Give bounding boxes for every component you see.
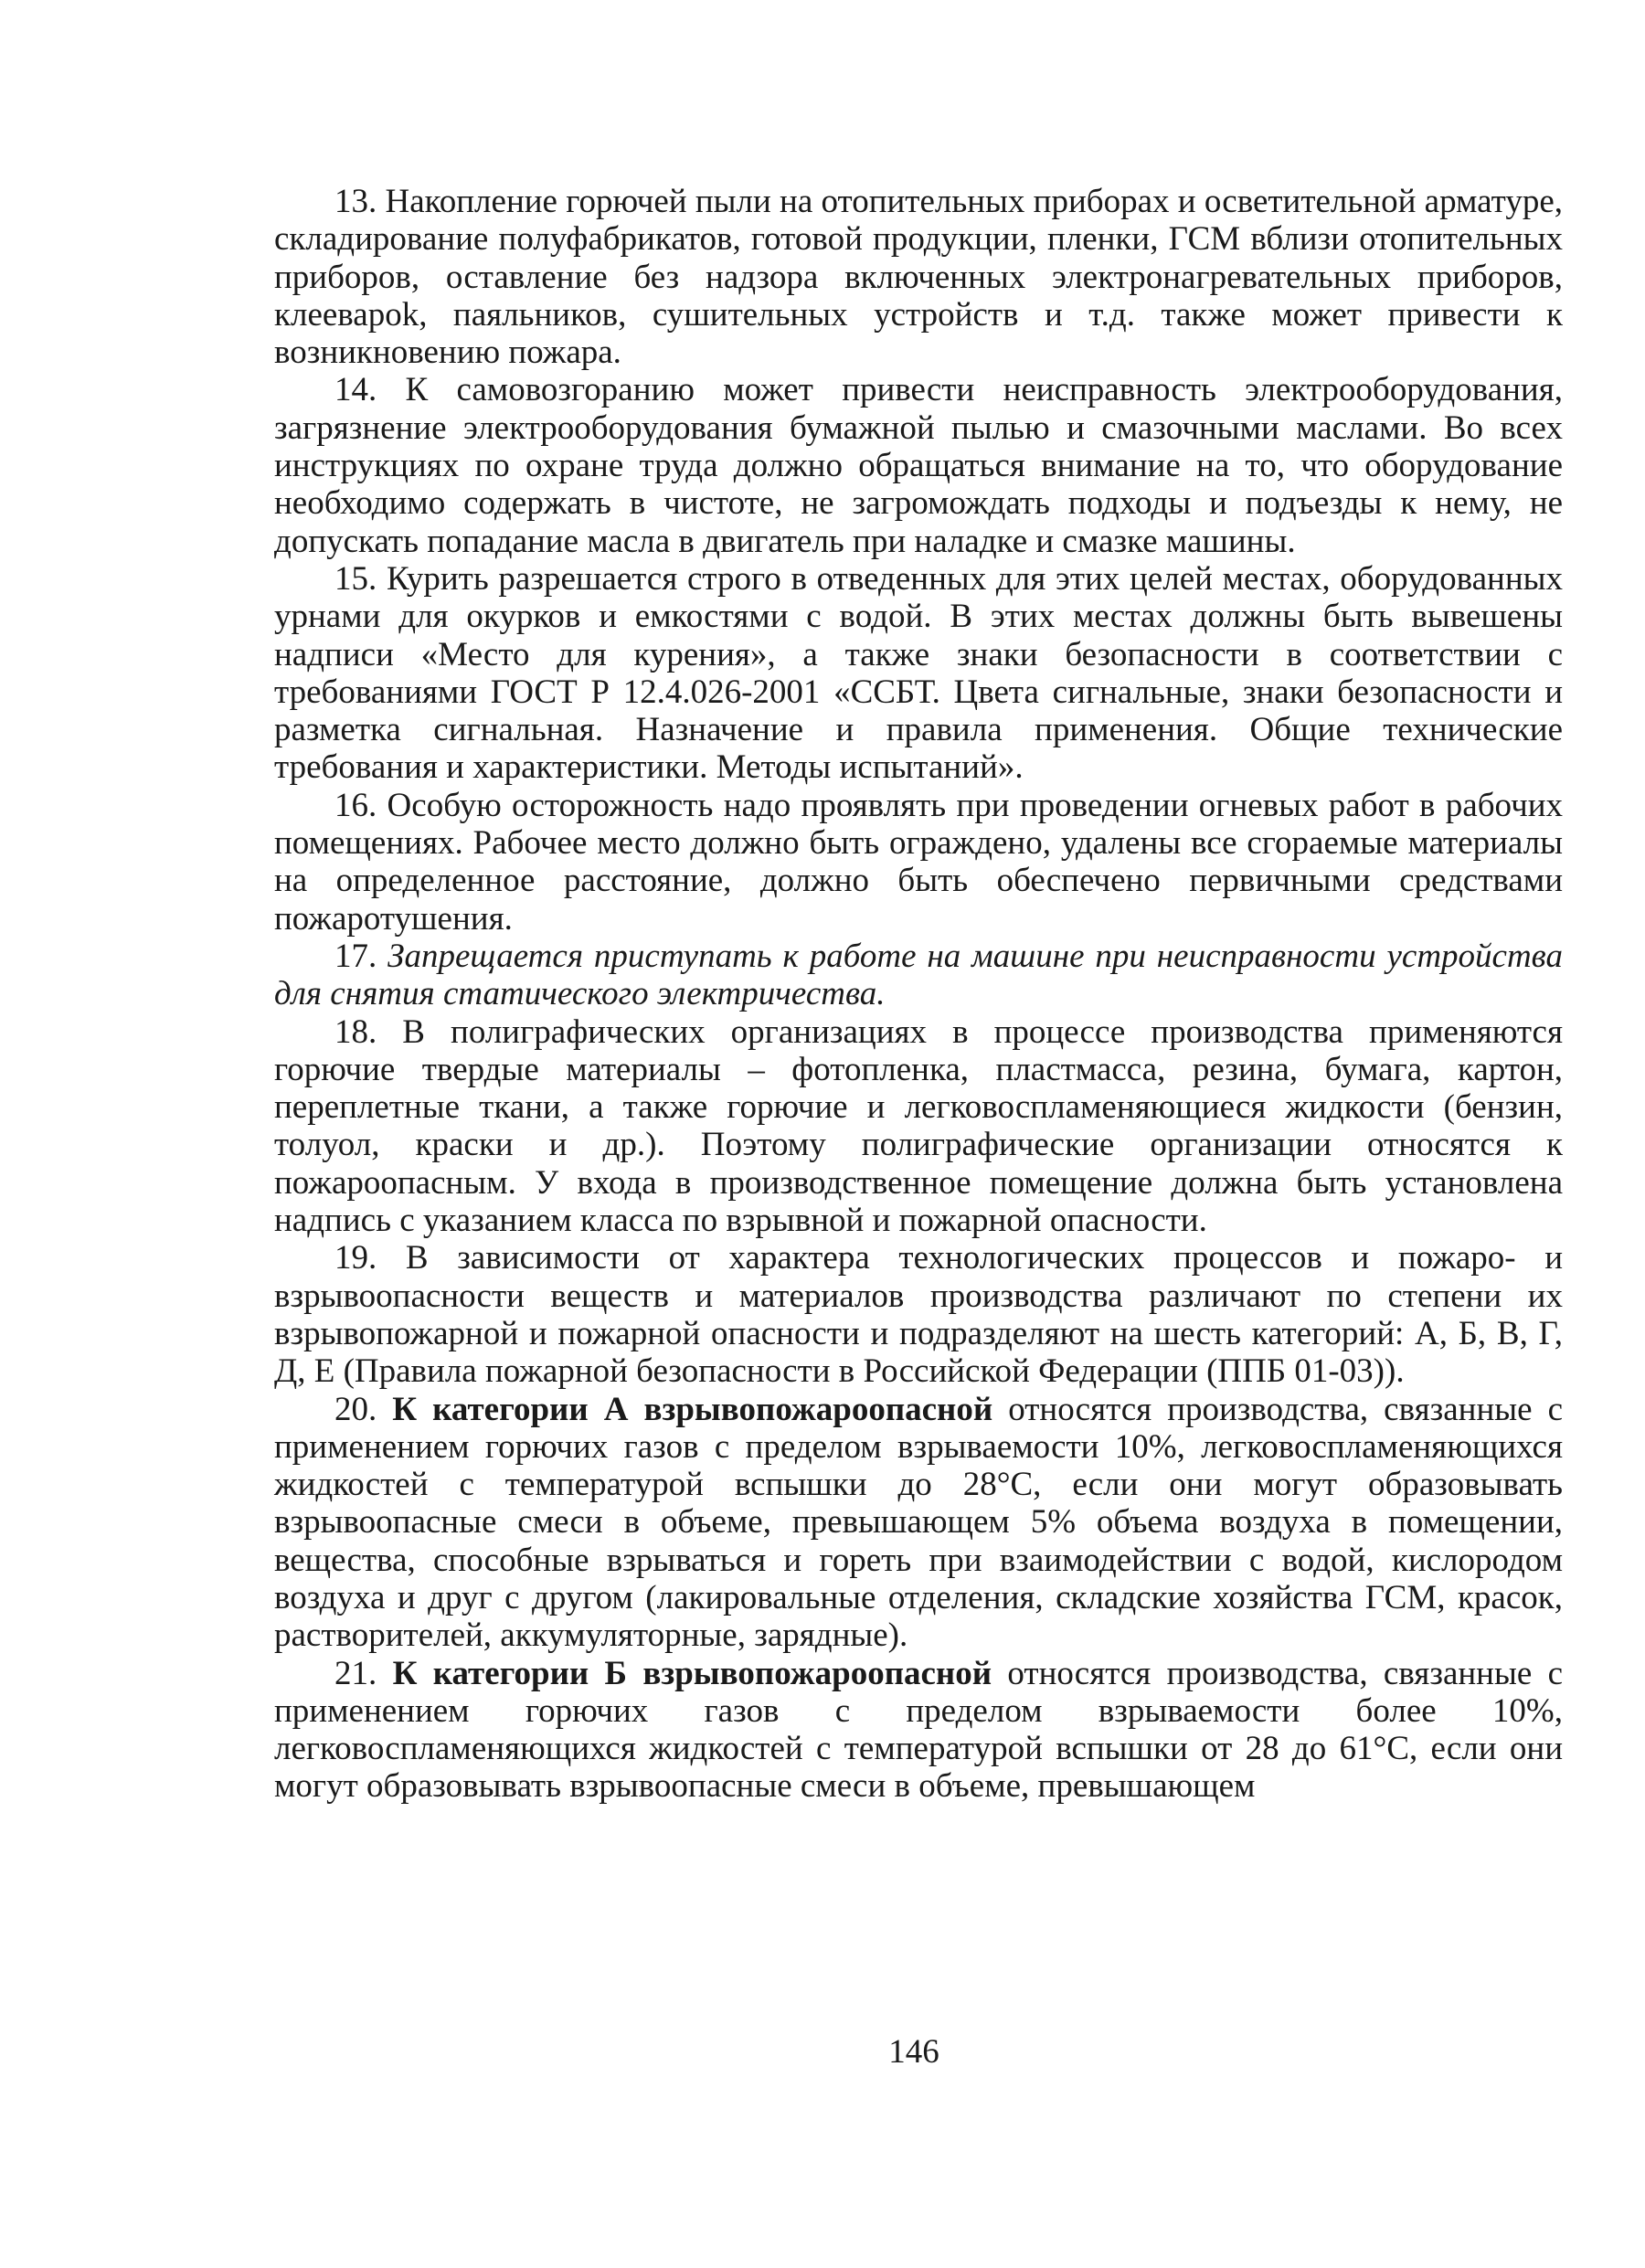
paragraph-14 — [274, 371, 1563, 559]
paragraph-17-number: 17. — [334, 937, 388, 975]
paragraph-19-text: 19. В зависимости от характера технологических процессов и пожаро- и взрывоопасности веществ и материалов производства различают по степени их взрывопожарной и пожарной опасности и подразделяют на шесть категорий: А, Б, В, Г, Д, Е (Правила пожарной безопасности в Российской Федерации (ППБ 01-03)). — [274, 1239, 1563, 1391]
paragraph-18 — [274, 1013, 1563, 1240]
paragraph-13 — [274, 183, 1563, 371]
paragraph-20-bold-heading: К категории А взрывопожароопасной — [392, 1390, 993, 1428]
paragraph-20-number: 20. — [334, 1390, 393, 1428]
paragraph-21-text: относятся производства, связанные с применением горючих газов с пределом взрываемости более 10%, легковоспламеняющихся жидкостей с температурой вспышки от 28 до 61°С, если они могут образовывать взрывоопасные смеси в объеме, превышающем — [274, 1654, 1563, 1806]
paragraph-17 — [274, 938, 1563, 1013]
paragraph-20 — [274, 1391, 1563, 1655]
paragraph-21 — [274, 1655, 1563, 1806]
paragraph-20-text: относятся производства, связанные с применением горючих газов с пределом взрываемости 10%, легковоспламеняющихся жидкостей с температурой вспышки до 28°С, если они могут образовывать взрывоопасные смеси в объеме, превышающем 5% объема воздуха в помещении, вещества, способные взрываться и гореть при взаимодействии с водой, кислородом воздуха и друг с другом (лакировальные отделения, складские хозяйства ГСМ, красок, растворителей, аккумуляторные, зарядные). — [274, 1390, 1563, 1655]
paragraph-19 — [274, 1239, 1563, 1390]
paragraph-14-text: 14. К самовозгоранию может привести неисправность электрооборудования, загрязнение электрооборудования бумажной пылью и смазочными маслами. Во всех инструкциях по охране труда должно обращаться внимание на то, что оборудование необходимо содержать в чистоте, не загромождать подходы и подъезды к нему, не допускать попадание масла в двигатель при наладке и смазке машины. — [274, 371, 1563, 560]
paragraph-15 — [274, 560, 1563, 787]
paragraph-18-text: 18. В полиграфических организациях в процессе производства применяются горючие твердые материалы – фотопленка, пластмасса, резина, бумага, картон, переплетные ткани, а также горючие и легковоспламеняющиеся жидкости (бензин, толуол, краски и др.). Поэтому полиграфические организации относятся к пожароопасным. У входа в производственное помещение должна быть установлена надпись с указанием класса по взрывной и пожарной опасности. — [274, 1012, 1563, 1240]
paragraph-16-text: 16. Особую осторожность надо проявлять при проведении огневых работ в рабочих помещениях. Рабочее место должно быть ограждено, удалены все сгораемые материалы на определенное расстояние, должно быть обеспечено первичными средствами пожаротушения. — [274, 786, 1563, 938]
paragraph-16 — [274, 787, 1563, 938]
paragraph-21-bold-heading: К категории Б взрывопожароопасной — [392, 1654, 992, 1692]
paragraph-13-text: 13. Накопление горючей пыли на отопительных приборах и осветительной арматуре, складирование полуфабрикатов, готовой продукции, пленки, ГСМ вблизи отопительных приборов, оставление без надзора включенных электронагревательных приборов, клеевароk, паяльников, сушительных устройств и т.д. также может привести к возникновению пожара. — [274, 183, 1563, 372]
paragraph-21-number: 21. — [334, 1654, 393, 1692]
paragraph-15-text: 15. Курить разрешается строго в отведенных для этих целей местах, оборудованных урнами для окурков и емкостями с водой. В этих местах должны быть вывешены надписи «Место для курения», а также знаки безопасности в соответствии с требованиями ГОСТ Р 12.4.026-2001 «ССБТ. Цвета сигнальные, знаки безопасности и разметка сигнальная. Назначение и правила применения. Общие технические требования и характеристики. Методы испытаний». — [274, 559, 1563, 787]
body-text — [274, 183, 1563, 1806]
paragraph-17-italic-text: Запрещается приступать к работе на машине при неисправности устройства для снятия статического электричества. — [274, 937, 1563, 1013]
page-number: 146 — [888, 2033, 939, 2071]
